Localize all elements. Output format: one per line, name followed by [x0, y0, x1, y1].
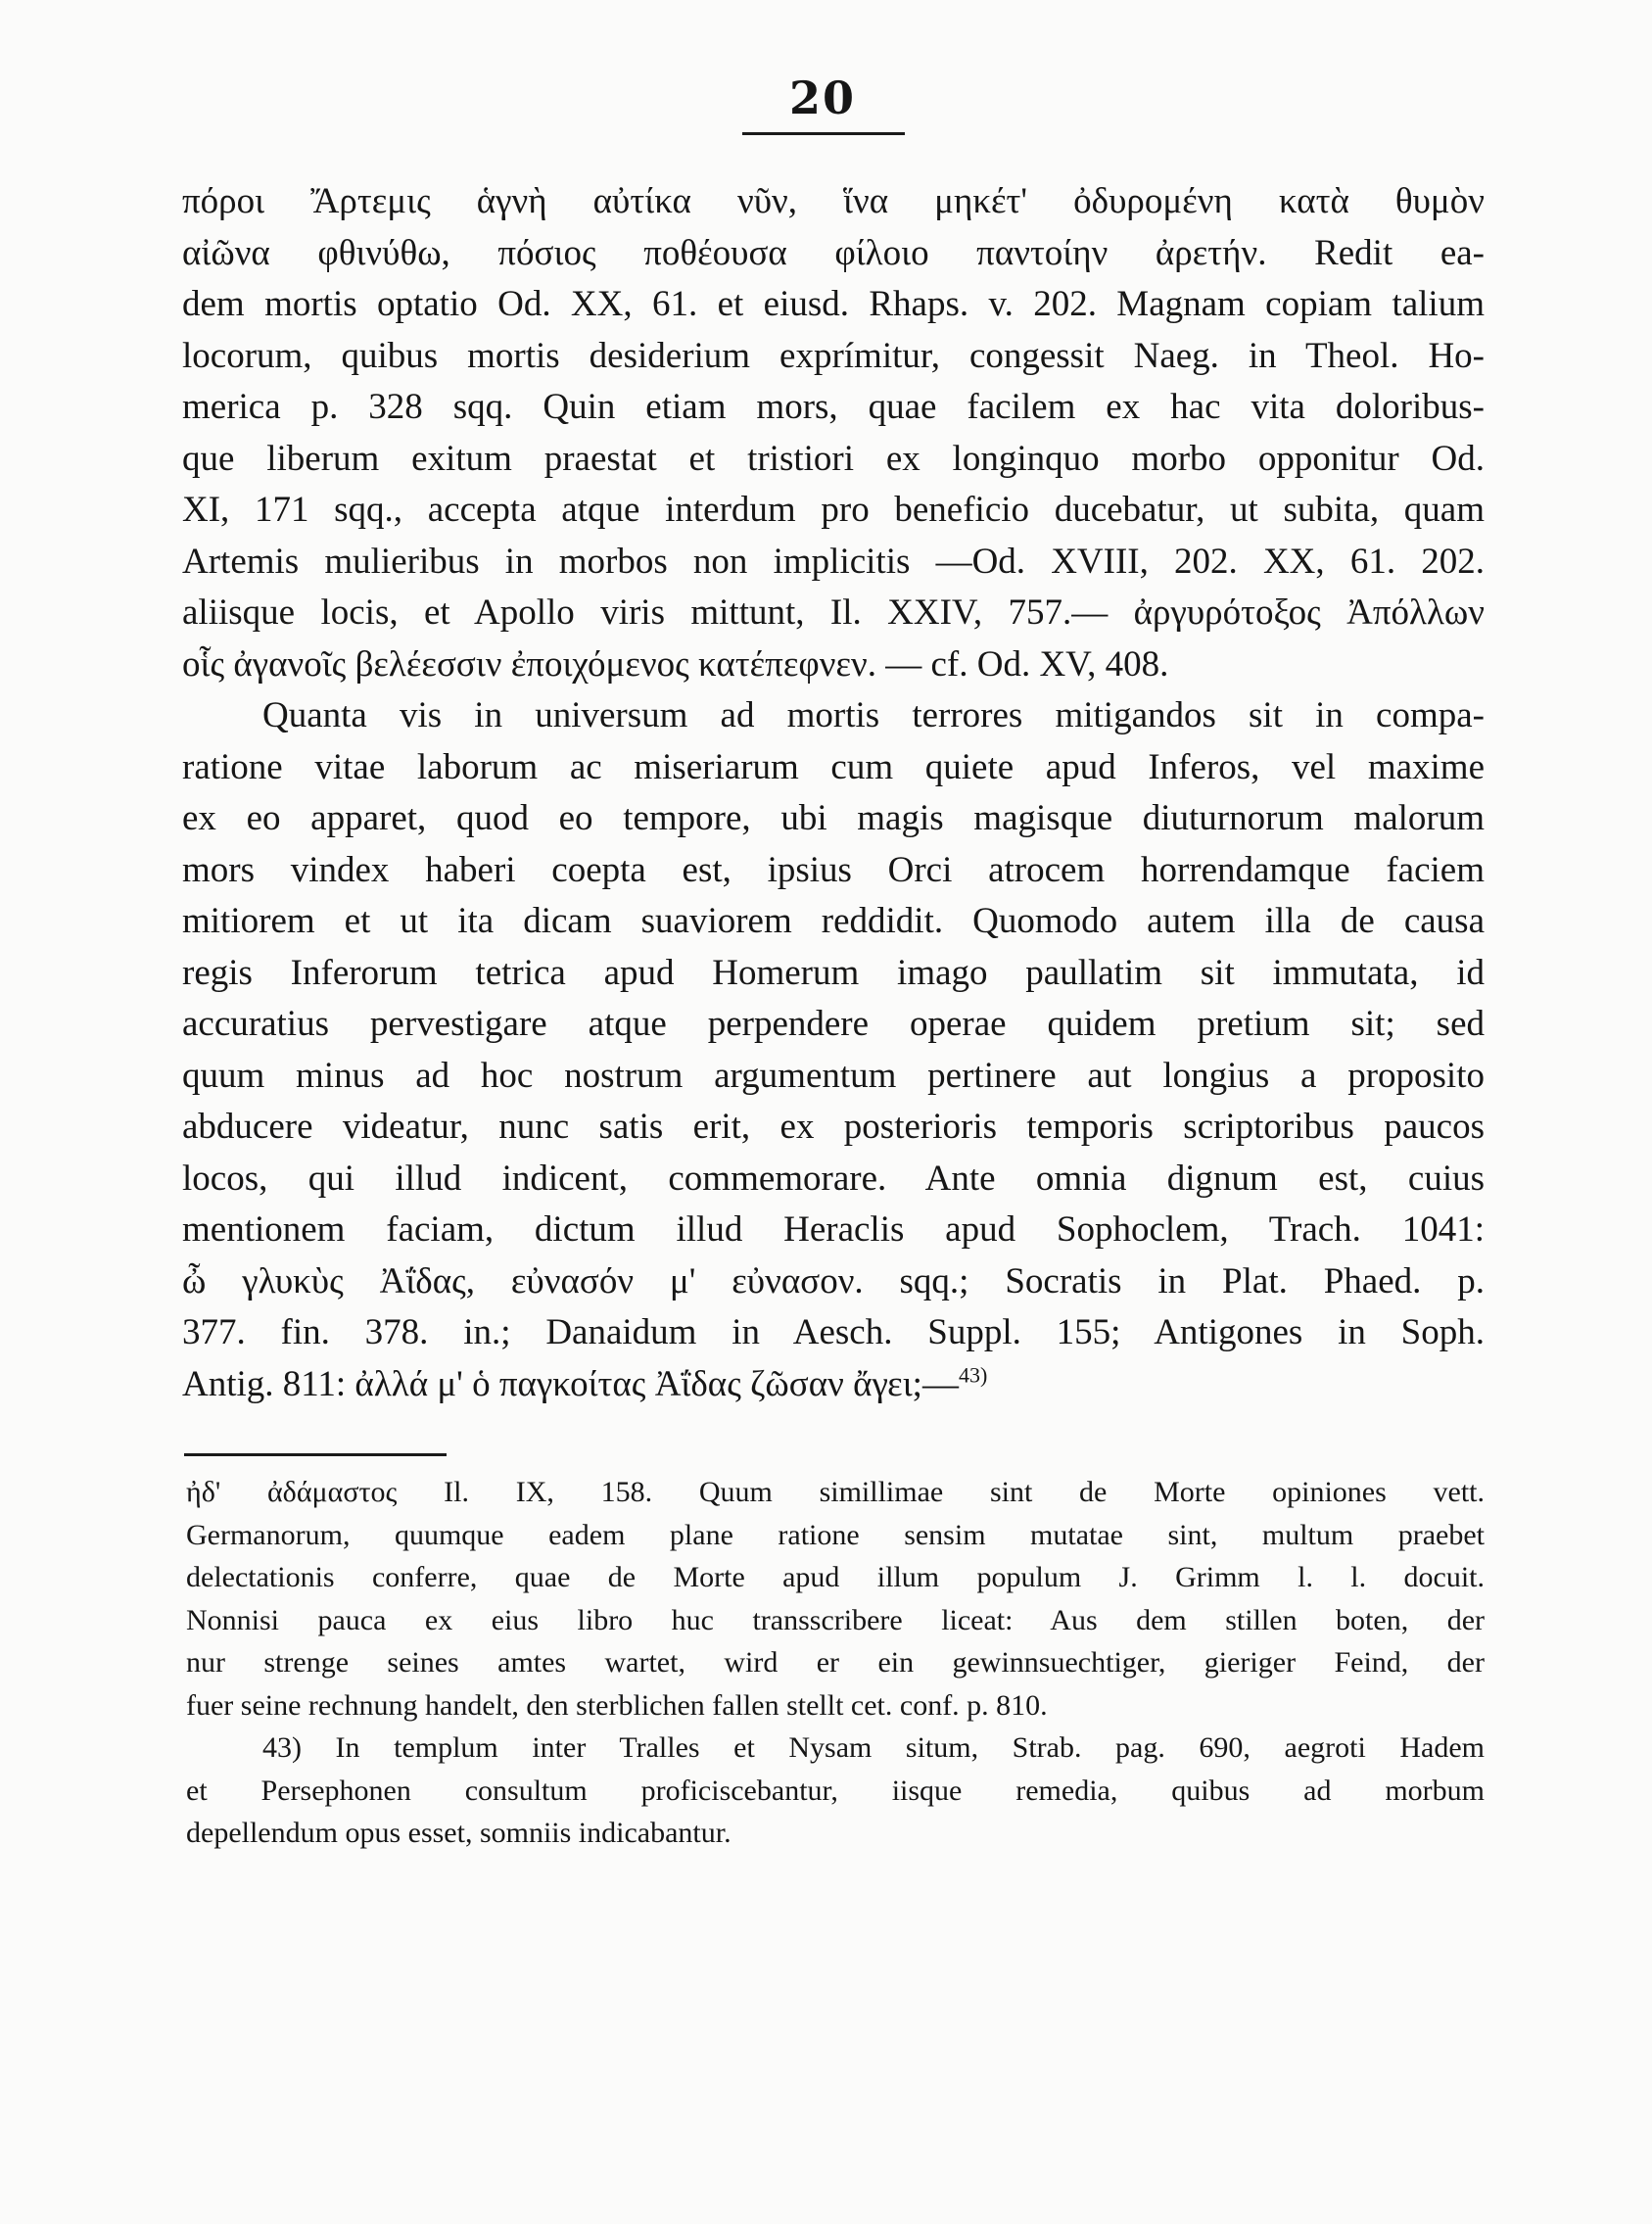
- text-line: regis Inferorum tetrica apud Homerum imago paullatim sit immutata, id: [182, 952, 1485, 993]
- paragraph-start-line: Quanta vis in universum ad mortis terrores mitigandos sit in compa-: [262, 695, 1485, 735]
- text-line: οἷς ἀγανοῖς βελέεσσιν ἐποιχόμενος κατέπεφνεν. — cf. Od. XV, 408.: [182, 643, 1169, 685]
- footnote-line: et Persephonen consultum proficiscebantur, iisque remedia, quibus ad morbum: [186, 1774, 1485, 1807]
- text-line: dem mortis optatio Od. XX, 61. et eiusd. Rhaps. v. 202. Magnam copiam talium: [182, 284, 1485, 324]
- text-line: accuratius pervestigare atque perpendere operae quidem pretium sit; sed: [182, 1004, 1485, 1044]
- footnote-rule: [184, 1453, 447, 1456]
- text-line: αἰῶνα φθινύθω, πόσιος ποθέουσα φίλοιο παντοίην ἀρετήν. Redit ea-: [182, 232, 1485, 273]
- page-number: 20: [788, 71, 856, 124]
- text-line: locos, qui illud indicent, commemorare. Ante omnia dignum est, cuius: [182, 1158, 1485, 1199]
- text-line: abducere videatur, nunc satis erit, ex posterioris temporis scriptoribus paucos: [182, 1107, 1485, 1147]
- footnote-line: Nonnisi pauca ex eius libro huc transscribere liceat: Aus dem stillen boten, der: [186, 1603, 1485, 1636]
- text-line: mors vindex haberi coepta est, ipsius Orci atrocem horrendamque faciem: [182, 849, 1485, 890]
- text-line: 377. fin. 378. in.; Danaidum in Aesch. Suppl. 155; Antigones in Soph.: [182, 1312, 1485, 1352]
- footnote-line: nur strenge seines amtes wartet, wird er ein gewinnsuechtiger, gieriger Feind, der: [186, 1646, 1485, 1679]
- text-line-content: Antig. 811: ἀλλά μ' ὁ παγκοίτας Ἀΐδας ζῶσαν ἄγει;—: [182, 1363, 959, 1404]
- text-line-with-footnote: [182, 1359, 1485, 1411]
- text-line: ratione vitae laborum ac miseriarum cum quiete apud Inferos, vel maxime: [182, 746, 1485, 787]
- header-rule: [742, 132, 905, 135]
- text-line: XI, 171 sqq., accepta atque interdum pro beneficio ducebatur, ut subita, quam: [182, 490, 1485, 530]
- text-line: merica p. 328 sqq. Quin etiam mors, quae facilem ex hac vita doloribus-: [182, 387, 1485, 427]
- text-line: que liberum exitum praestat et tristiori ex longinquo morbo opponitur Od.: [182, 438, 1485, 479]
- footnote-43-line: 43) In templum inter Tralles et Nysam situm, Strab. pag. 690, aegroti Hadem: [262, 1731, 1485, 1764]
- text-line: aliisque locis, et Apollo viris mittunt, Il. XXIV, 757.— ἀργυρότοξος Ἀπόλλων: [182, 592, 1485, 633]
- text-line: mentionem faciam, dictum illud Heraclis apud Sophoclem, Trach. 1041:: [182, 1209, 1485, 1250]
- footnote-line: delectationis conferre, quae de Morte apud illum populum J. Grimm l. l. docuit.: [186, 1561, 1485, 1593]
- text-line: πόροι Ἄρτεμις ἁγνὴ αὐτίκα νῦν, ἵνα μηκέτ' ὀδυρομένη κατὰ θυμὸν: [182, 181, 1485, 221]
- text-line: mitiorem et ut ita dicam suaviorem reddidit. Quomodo autem illa de causa: [182, 901, 1485, 941]
- text-line: quum minus ad hoc nostrum argumentum pertinere aut longius a proposito: [182, 1055, 1485, 1096]
- main-text: [182, 176, 1485, 1410]
- footnote-line: depellendum opus esset, somniis indicabantur.: [186, 1817, 732, 1849]
- text-line: ex eo apparet, quod eo tempore, ubi magis magisque diuturnorum malorum: [182, 798, 1485, 838]
- footnote-marker: 43): [958, 1362, 988, 1388]
- text-line: Artemis mulieribus in morbos non implicitis —Od. XVIII, 202. XX, 61. 202.: [182, 541, 1485, 582]
- footnote-line: ἠδ' ἀδάμαστος Il. IX, 158. Quum simillimae sint de Morte opiniones vett.: [186, 1476, 1485, 1508]
- footnote-line: Germanorum, quumque eadem plane ratione sensim mutatae sint, multum praebet: [186, 1518, 1485, 1551]
- text-line: locorum, quibus mortis desiderium exprímitur, congessit Naeg. in Theol. Ho-: [182, 335, 1485, 376]
- text-line: ὦ γλυκὺς Ἀΐδας, εὐνασόν μ' εὐνασον. sqq.; Socratis in Plat. Phaed. p.: [182, 1260, 1485, 1301]
- footnote-line: fuer seine rechnung handelt, den sterblichen fallen stellt cet. conf. p. 810.: [186, 1688, 1048, 1722]
- footnotes: [186, 1471, 1485, 1855]
